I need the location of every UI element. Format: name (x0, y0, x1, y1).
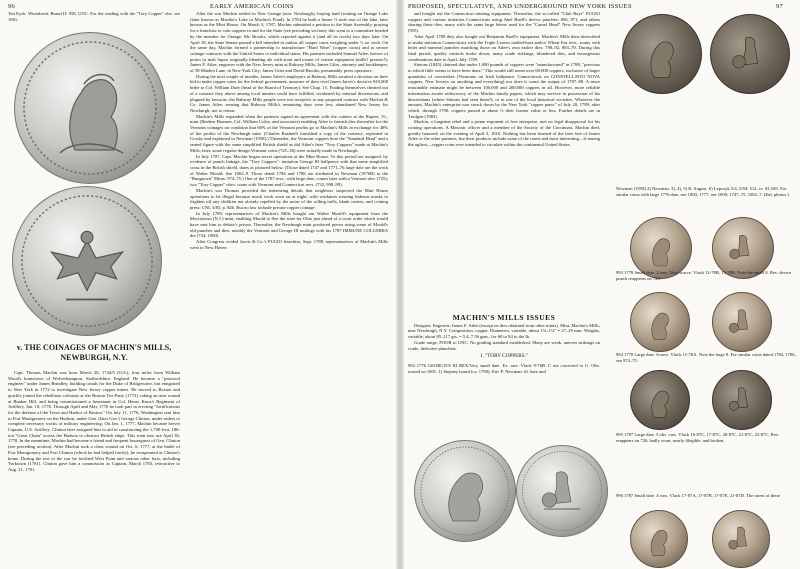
top-caption-text: Ten Eyck. Wurtzbach, Brand II: 958, UNC. For the reading with the "Tory Copper" obv. see 1001. (8, 11, 180, 22)
right-col1-paragraph: Machin, a longtime rebel and a prime exponent of free enterprise, met no legal disapproval for his coining operations. A Masonic officer and a member of the Society of the Cincinnati, Machin died, greatly honored, on the evening of April 3, 1816. Nothing has been learned of the later fate of James Atlee or the other partners; but their products include some of the rarest and most interesting—if among the ugliest—copper coins ever intended to circulate within the continental United States. (408, 119, 600, 148)
britannia-engraving (711, 15, 789, 93)
left-running-header: EARLY AMERICAN COINS (210, 3, 294, 10)
coin-995-reverse (712, 370, 772, 430)
chapter-heading: v. THE COINAGES OF MACHIN'S MILLS, NEWBURGH, N.Y. (16, 343, 172, 362)
coin-992-reverse (516, 445, 608, 537)
bust-engraving (15, 33, 165, 183)
right-column-1 (408, 11, 600, 311)
grade-note: Grade range, POOR to UNC. No grading standard established. Many are weak, uneven strikings on crude, defective planchets. (408, 339, 600, 351)
coin-obverse-bust (14, 32, 166, 184)
right-page-number: 97 (776, 3, 784, 10)
right-col1-paragraph: After April 1789 they also bought out Benjamin Buell's equipment. Machin's Mills then diversified to make imitation Connecticuts with the Triple Leaves mailed-bust and/or Wheat Ear revs., many with letter and numeral punches matching those on Atlee's own earlier dies: 790–92, 863–70. During this final period, quality controls broke down; many crude strikings, blundered dies, and incongruous combinations date to April–July 1789. (408, 33, 600, 62)
britannia-engraving (713, 371, 771, 429)
right-running-header: PROPOSED, SPECULATIVE, AND UNDERGROUND NEW YORK ISSUES (408, 3, 632, 10)
left-col2-paragraph: After Congress voided Jarvis & Co.'s FUGIO franchise, Sept. 1788, representatives of Machin's Mills went to New Haven (190, 239, 388, 250)
left-column-1 (8, 370, 180, 566)
entry-992: 992 1776 GEORCIVS III REX/Very small date. Ex. rare. Vlack 9-76B. C not corrected to G. Obv. reused on 1001. 1) Stepney hoard (ca. 1790), Eric P. Newman: ill. here and (408, 362, 600, 374)
right-page (404, 0, 800, 569)
machins-mills-issues-section (408, 312, 600, 420)
left-col2-paragraph: After the war Machin settled in New Grange (now Newburgh), buying land fronting on Orange Lake (later known as Machin's Lake or Machin's Pond). In 1784 he built a house ½ mile east of the lake, later known as the Mint House. On March 3, 1787, Machin submitted a petition to the State Assembly, praying for a franchise to coin coppers in and for the State (see preceding section); this went to a committee headed by the member for Orange, Mr. Brooks, which reported against it (and all its rivals) two days later. On April 18, the State Senate passed a bill intended to outlaw all copper coins weighing under ⅓ oz. each. On the same day, Machin formed a partnership to manufacture "Hard Ware" (copper coins) and to secure coinage contracts with the United States or individual states. His partners included Samuel Atlee, brewer of porter (a malt liquor originally blending ale with stout and owner of certain equipment (mills? presses?); James F. Atlee, engraver with the New Jersey mint at Rahway Mills; James Giles, attorney and bookkeeper, of 58 Maiden Lane, in New York City; James Grier and David Brooks, presumably press operators. (190, 11, 388, 74)
coin-992-obverse (414, 440, 516, 542)
subsection-heading: 1. "TORY COPPERS." (479, 353, 529, 360)
entry-994: 994 1778 Large date. Scarce. Vlack 11-78A. Note the large 8. For similar coins dated 1784, 1786, see 974–75. (616, 352, 796, 363)
left-col2-paragraph: Machin's son Thomas provided the interesting details that neighbors suspected the Mint House operations to be illegal because much work went on at night, with workmen wearing hideous masks to frighten off any children not already repelled by the noise of the rolling mills, blank cutters, and coining press: CNL 3/83, p. 826. But no law forbade private copper coinage. (190, 187, 388, 210)
coin-994-obverse (630, 292, 690, 352)
left-col2-paragraph: During the next couple of months, James Atlee's employers at Rahway Mills awaited a decision on their bid to make copper coins for the federal government, unaware of their rival James Jarvis's decisive $10,000 bribe to Col. William Duer (head of the Board of Treasury). See Chap. 15. Finding themselves cheated out of a contract they above among local minters could have fulfilled, weakened by internal dissensions, and plagued by lawsuits, the Rahway Mills people were not receptive to any proposed contract with Machin & Co. James Atlee, sensing that Rahway Mills's remaining days were few, abandoned New Jersey for Newburgh, not to return. (190, 73, 388, 113)
left-col2-paragraph: In July 1789, representatives of Machin's Mills bought out Walter Mould's equipment from the Morristown (N.J.) mint, enabling Mould to flee the state for Ohio just ahead of a court order which would have sent him to debtor's prison. Thereafter, the Newburgh mint produced pieces using some of Mould's old punches and dies, notably the Vermont and George III mulings with his 1787 IMMUNE COLUMBIA die (734, 1000). (190, 210, 388, 239)
section-intro: Designer, Engraver, James F. Atlee (except on dies obtained from other mints). Mint, Machin's Mills, near Newburgh, N.Y. Composition, copper. Diameters, variable, about 1⅛–1⅛" = 27–29 mm. Weights, variable, about 85–117 grs. = 5.4–7.56 gms., for 60 to 84 to the lb. (408, 322, 600, 340)
coin-reverse-eagle (12, 186, 162, 336)
bust-engraving (631, 511, 687, 567)
left-page-number: 96 (8, 3, 16, 10)
book-gutter (396, 0, 404, 569)
entry-993: 993 1778 Small date. 2 vars. Very scarce. Vlack 12-78B, 13-78B. Note the small 8. Rev. device punch reappears on 726. (616, 270, 792, 281)
bust-engraving (631, 218, 691, 278)
entry-995: 995 1787 Large date. 5 obv. vars. Vlack 16-87C, 17-87C, 20-87C, 21-87C, 23-87C. Rev. reappears on 726, badly worn, nearly illegible, and broken. (616, 432, 780, 443)
coin-992-variant-reverse (710, 14, 790, 94)
bust-engraving (415, 441, 515, 541)
left-column-2 (190, 11, 388, 566)
britannia-engraving (517, 446, 607, 536)
section-heading: MACHIN'S MILLS ISSUES (452, 313, 556, 322)
britannia-engraving (713, 293, 771, 351)
bust-engraving (623, 15, 701, 93)
entry-996: 996 1787 Small date. 4 vars. Vlack 17-87A, 17-87B, 17-87E, 21-87D. The rarest of these (616, 493, 781, 498)
left-col1-paragraph: Capt. Thomas Machin was born March 20, 1744/5 (O.S.), four miles from William Wood's hometown of Wolverhampton, Staffordshire, England. He became a "practical engineer" under James Brindley, building canals for the Duke of Bridgewater, but emigrated to New York in 1772 to investigate New Jersey copper mines. He moved to Boston and quickly joined the rebellious colonists at the Boston Tea Party (1773), taking an arm wound at Bunker Hill, and being commissioned a lieutenant in Col. Henry Knox's Regiment of Artillery, Jan. 18, 1776. Through April and May 1776 he took part in erecting "fortifications for the defense of the Town and Harbor of Boston." On July 11, 1776, Washington sent him to Fort Montgomery on the Hudson, under Gen. (later Gov.) George Clinton, under orders to complete necessary works of military engineering. On Jan. 1, 1777, Machin became brevet Captain, U.S. Artillery. Clinton later assigned him to aid in constructing the 1,700-foot, 186-ton "Great Chain" across the Hudson to obstruct British ships. This went into use April 30, 1778. In the meantime, Machin had become a friend and frequent houseguest of Gen. Clinton (see preceding section). After Machin took a chest wound on Oct. 6, 1777, at the battle of Fort Montgomery and Fort Clinton (which he had helped fortify), he recuperated at Clinton's home. During the rest of the war he fortified West Point and various other forts, including Yorktown (1781). Clinton gave him a commission as Captain, March 1783, retroactive to Aug. 21, 1781. (8, 370, 180, 472)
coin-994-reverse (712, 292, 772, 352)
left-col2-paragraph: Machin's Mills expanded when the partners signed an agreement with the coiners at the Rupert, Vt., mint (Reuben Harmon, Col. William Coley, and associates) enabling Atlee to furnish dies thereafter for the Vermont coinages on condition that 60% of the Vermont profits go to Machin's Mills in exchange for 40% of the profits of the Newburgh mint. (Charles Bushnell furnished a copy of the contract, reprinted in Crosby and explained in Newman [1958].) Thereafter, the Vermont coppers bore the "Standard Head" and a seated figure with the same simplified British shield as did Atlee's later "Tory Coppers" made at Machin's Mills; later, some regular-design Vermont coins (725–36) were actually made in Newburgh. (190, 113, 388, 153)
caption-992-continued: Newman (1958) 2) Newman. 3), 4), 5) R. August. 6) Lepczyk 5/4–5/84: 512, vs. $1,540. For similar coins with large 1776 date, see 1000; 1777, see 1009; 1747–75, 1002–7. (Enl. photos.) (616, 186, 789, 197)
right-col1-paragraph: and bought out the Connecticut minting equipment. Thereafter, the so-called "Club Rays" FUGIO coppers and various imitation Connecticuts using Abel Buell's device punches: 856, 871, and others sharing these dies, many with the same large letters used for the "Camel Head" New Jersey coppers (955). (408, 11, 600, 34)
coin-992-variant-obverse (622, 14, 702, 94)
coin-995-obverse (630, 370, 690, 430)
coin-996-reverse (712, 510, 770, 568)
left-page (0, 0, 396, 569)
britannia-engraving (713, 511, 769, 567)
britannia-engraving (713, 218, 773, 278)
left-col2-paragraph: In July 1787, Capt. Machin began secret operations at the Mint House. To this period are assigned, by evidence of punch linkage, the "Tory Coppers": imitation George III halfpence with that same simplified cross in the British shield, dates as pictured below. (Those dated 1747 and 1771–76 large date are the work of Walter Mould: See 1002–9. Those dated 1784 and 1786 are attributed in Newman (1976B) to the "Bungtown" Mints: 974–75.) One of the 1787 revs., with large date, comes later with a Vermont obv. (725); two "Tory Copper" obvs. come with Vermont and Connecticut revs. (732, 998–99). (190, 153, 388, 188)
coin-996-obverse (630, 510, 688, 568)
bust-engraving (631, 293, 689, 351)
eagle-engraving (13, 187, 161, 335)
right-col1-paragraph: Sintons (1845) claimed that under 1,000 pounds of coppers were "manufactured" in 1789, "previous to which little seems to have been done." This would still mean over 60,000 coppers, exclusive of larger quantities of overstrikes (Vermonts on Irish halfpence, Connecticuts on CONSTELLATIO NOVA coppers, New Jerseys on anything and everything) nor does it count the output of 1787–88. A more reasonable estimate might be between 100,000 and 200,000 coppers in all. However, more reliable information awaits rediscovery of the Machin family papers, which may survive in possession of his descendants (where Sintons had seen them?), or in one of the local historical societies. Whatever the amount, Machin's enterprise was struck down by the New York "copper panic" of July 20, 1789, after which, through 1790, coppers passed at about ⅓ their former value or less. Further details are in Trudgen (1983). (408, 62, 600, 119)
bust-engraving (631, 371, 689, 429)
